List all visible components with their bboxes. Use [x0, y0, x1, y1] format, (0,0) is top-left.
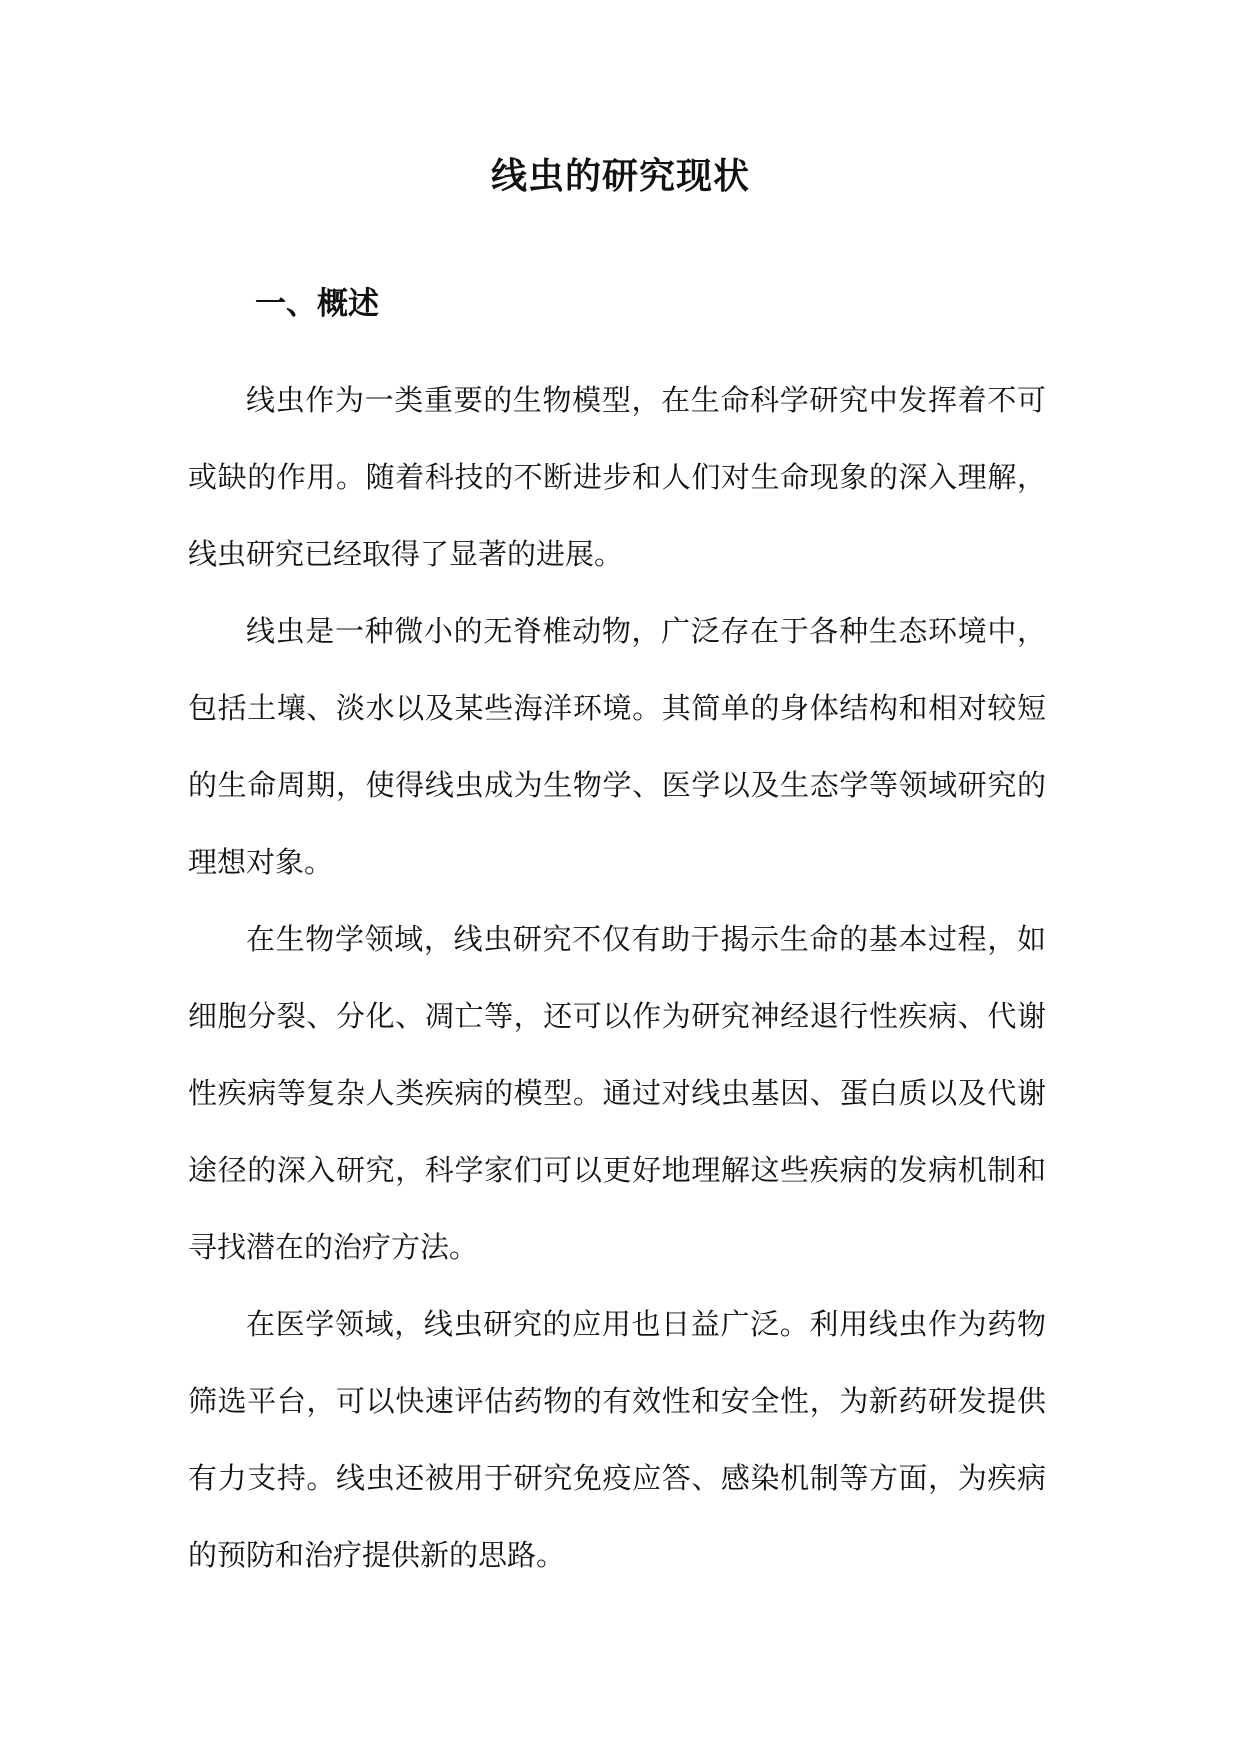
document-title: 线虫的研究现状	[490, 156, 750, 197]
paragraph-description: 线虫是一种微小的无脊椎动物，广泛存在于各种生态环境中，包括土壤、淡水以及某些海洋环境。其简单的身体结构和相对较短的生命周期，使得线虫成为生物学、医学以及生态学等领域研究的理想对象。	[188, 614, 1046, 879]
body-text	[188, 362, 1046, 1594]
paragraph-medicine: 在医学领域，线虫研究的应用也日益广泛。利用线虫作为药物筛选平台，可以快速评估药物的有效性和安全性，为新药研发提供有力支持。线虫还被用于研究免疫应答、感染机制等方面，为疾病的预防和治疗提供新的思路。	[188, 1307, 1046, 1572]
section-heading-overview: 一、概述	[255, 286, 379, 322]
paragraph-biology: 在生物学领域，线虫研究不仅有助于揭示生命的基本过程，如细胞分裂、分化、凋亡等，还可以作为研究神经退行性疾病、代谢性疾病等复杂人类疾病的模型。通过对线虫基因、蛋白质以及代谢途径的深入研究，科学家们可以更好地理解这些疾病的发病机制和寻找潜在的治疗方法。	[188, 922, 1046, 1264]
paragraph-intro: 线虫作为一类重要的生物模型，在生命科学研究中发挥着不可或缺的作用。随着科技的不断进步和人们对生命现象的深入理解，线虫研究已经取得了显著的进展。	[188, 383, 1046, 571]
